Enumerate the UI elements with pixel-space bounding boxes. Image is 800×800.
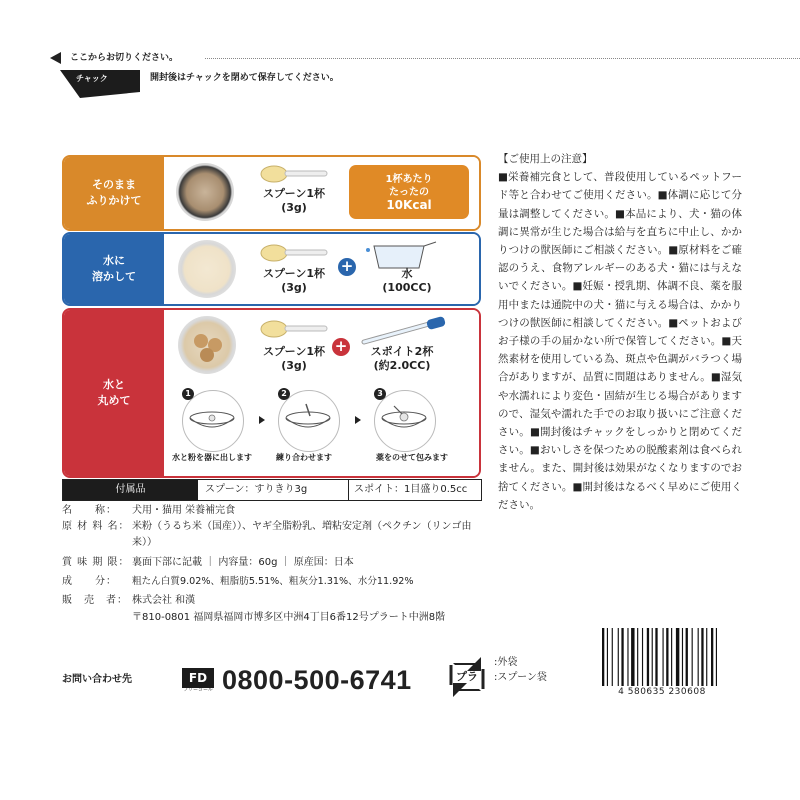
barcode-bar: [711, 628, 713, 690]
cut-arrow-icon: [50, 52, 61, 64]
step-arrow-icon: [355, 416, 361, 424]
recycle-pla-icon: [445, 655, 489, 699]
recycle-spoon-bag: :スプーン袋: [494, 672, 547, 683]
bowl-wrapping-icon: [380, 402, 428, 436]
ball-icon: [200, 348, 214, 362]
zip-note: 開封後はチャックを閉めて保存してください。: [150, 73, 339, 83]
spoon-icon: [259, 161, 329, 185]
calorie-line-1: 1杯あたり: [385, 173, 433, 185]
barcode-bar: [682, 628, 683, 690]
cut-dotted-line: [205, 58, 800, 59]
spec-label: 販 売 者：: [62, 595, 128, 606]
spoon-amount-text: スプーン1杯 (3g): [262, 345, 326, 372]
step-number: 1: [182, 388, 194, 400]
barcode-bar: [602, 628, 604, 690]
spec-label: 成 分：: [62, 576, 117, 587]
ball-bowl-image: [178, 316, 236, 374]
barcode-bar: [671, 628, 672, 690]
barcode-bar: [663, 628, 664, 690]
usage-panel-sprinkle: [62, 155, 481, 231]
spoon-icon: [259, 240, 329, 264]
barcode-number: 4 580635 230608: [592, 686, 732, 698]
accessories-header: [62, 479, 482, 501]
caution-body: ■栄養補完食として、普段使用しているペットフード等と合わせてご使用ください。■体調に応じて分量は調整してください。■本品により、犬・猫の体調に異常が生じた場合は給与を直ちに中止し、かかりつけの獣医師にご相談ください。■原材料をご確認のうえ、食物アレルギーのある犬・猫には与えないでください。■妊娠・授乳期、体調不良、薬を服用中または通院中の犬・猫に与える場合は、かかりつけの獣医師に相談してください。■ペットおよびお子様の手の届かない所で保管してください。■天然素材を使用している為、斑点や色調がバラつく場合がありますが、品質に問題はありません。■湿気や水濡れにより変色・固結が生じる場合がありますので、湿気や濡れた手でのお取り扱いにご注意ください。■開封後はチャックをしっかりと閉めてください。■おいしさを保つための脱酸素剤は食べられません。また、開封後は効果がなくなりますのでお捨てください。■開封後はなるべく早めにご使用ください。: [498, 171, 742, 511]
cut-instruction: ここからお切りください。: [70, 53, 179, 63]
usage-body-sprinkle: [164, 157, 479, 229]
phone-number[interactable]: 0800-500-6741: [222, 665, 412, 695]
barcode-bar: [618, 628, 619, 690]
usage-tab-ball: 水と 丸めて: [64, 310, 164, 476]
barcode-bar: [642, 628, 643, 690]
barcode-bar: [666, 628, 668, 690]
spoon-icon: [259, 316, 329, 340]
dropper-amount-text: スポイト2杯 (約2.0CC): [370, 345, 434, 372]
spec-label: 原 材 料 名：: [62, 521, 130, 532]
barcode-bar: [686, 628, 688, 690]
spec-value: 裏面下部に記載 ｜ 内容量：60g ｜ 原産国：日本: [132, 557, 354, 568]
water-amount-text: 水 (100CC): [382, 267, 432, 294]
usage-body-ball: [164, 310, 479, 476]
spec-row-expiry: [62, 555, 482, 571]
spec-row-name: [62, 503, 482, 519]
barcode-bar: [647, 628, 649, 690]
bowl-mixing-icon: [284, 402, 332, 436]
barcode-bar: [692, 628, 693, 690]
usage-tab-dissolve: 水に 溶かして: [64, 234, 164, 304]
spec-value: 〒810-0801 福岡県福岡市博多区中洲4丁目6番12号プラート中洲8階: [132, 612, 446, 623]
spec-row-address: [62, 610, 482, 644]
bowl-drawing-icon: [188, 406, 236, 436]
spoon-info: スプーン：すりきり3g: [205, 484, 308, 495]
spec-value: 株式会社 和漢: [132, 595, 196, 606]
spec-label: 名 称：: [62, 505, 117, 516]
calorie-badge: [349, 165, 469, 219]
barcode-bar: [706, 628, 707, 690]
plus-icon: +: [332, 338, 350, 356]
barcode-bar: [701, 628, 703, 690]
barcode-bar: [627, 628, 628, 690]
freedial-mark: FD: [188, 671, 208, 685]
barcode-bar: [652, 628, 653, 690]
step-caption: 練り合わせます: [276, 453, 332, 462]
liquid-bowl-image: [178, 240, 236, 298]
spec-value: 米粉（うるち米（国産））、ヤギ全脂粉乳、増粘安定剤（ペクチン（リンゴ由来））: [132, 521, 472, 548]
spoon-amount-text: スプーン1杯 (3g): [262, 267, 326, 294]
ball-icon: [194, 334, 208, 348]
step-caption: 水と粉を器に出します: [172, 453, 252, 462]
caution-notes: [498, 150, 742, 514]
spec-row-seller: [62, 593, 482, 609]
usage-tab-sprinkle: そのまま ふりかけて: [64, 157, 164, 229]
step-number: 2: [278, 388, 290, 400]
barcode-bar: [621, 628, 623, 690]
accessories-label: 付属品: [63, 480, 198, 500]
barcode-bar: [698, 628, 699, 690]
caution-title: 【ご使用上の注意】: [498, 153, 593, 165]
barcode-bar: [631, 628, 634, 690]
dropper-info: スポイト：1目盛り0.5cc: [348, 480, 484, 500]
spec-label: 賞 味 期 限：: [62, 557, 130, 568]
calorie-line-2: たったの: [389, 186, 429, 198]
step-arrow-icon: [259, 416, 265, 424]
contact-label: お問い合わせ先: [62, 674, 132, 685]
recycle-pla-text: プラ: [456, 670, 478, 683]
recycle-labels: [494, 655, 547, 685]
freedial-caption: フリーコール: [183, 687, 213, 693]
spec-value: 粗たん白質9.02%、粗脂肪5.51%、粗灰分1.31%、水分11.92%: [132, 576, 414, 587]
freedial-logo: [182, 668, 214, 694]
barcode-bar: [637, 628, 638, 690]
usage-panel-ball: [62, 308, 481, 478]
calorie-line-3: 10Kcal: [386, 197, 432, 212]
barcode-bar: [655, 628, 657, 690]
step-caption: 薬をのせて包みます: [376, 453, 448, 462]
dropper-icon: [359, 316, 449, 346]
barcode-bar: [676, 628, 679, 690]
spoon-amount-text: スプーン1杯 (3g): [262, 187, 326, 214]
spec-row-composition: [62, 574, 482, 590]
usage-panel-dissolve: [62, 232, 481, 306]
plus-icon: +: [338, 258, 356, 276]
kibble-bowl-image: [176, 163, 234, 221]
spec-row-ingredients: [62, 519, 482, 553]
barcode-bar: [716, 628, 717, 690]
barcode-bar: [607, 628, 608, 690]
usage-body-dissolve: [164, 234, 479, 304]
zip-label: チャック: [76, 74, 108, 83]
spec-value: 犬用・猫用 栄養補完食: [132, 505, 236, 516]
recycle-outer-bag: :外袋: [494, 657, 518, 668]
step-number: 3: [374, 388, 386, 400]
barcode-bar: [612, 628, 613, 690]
